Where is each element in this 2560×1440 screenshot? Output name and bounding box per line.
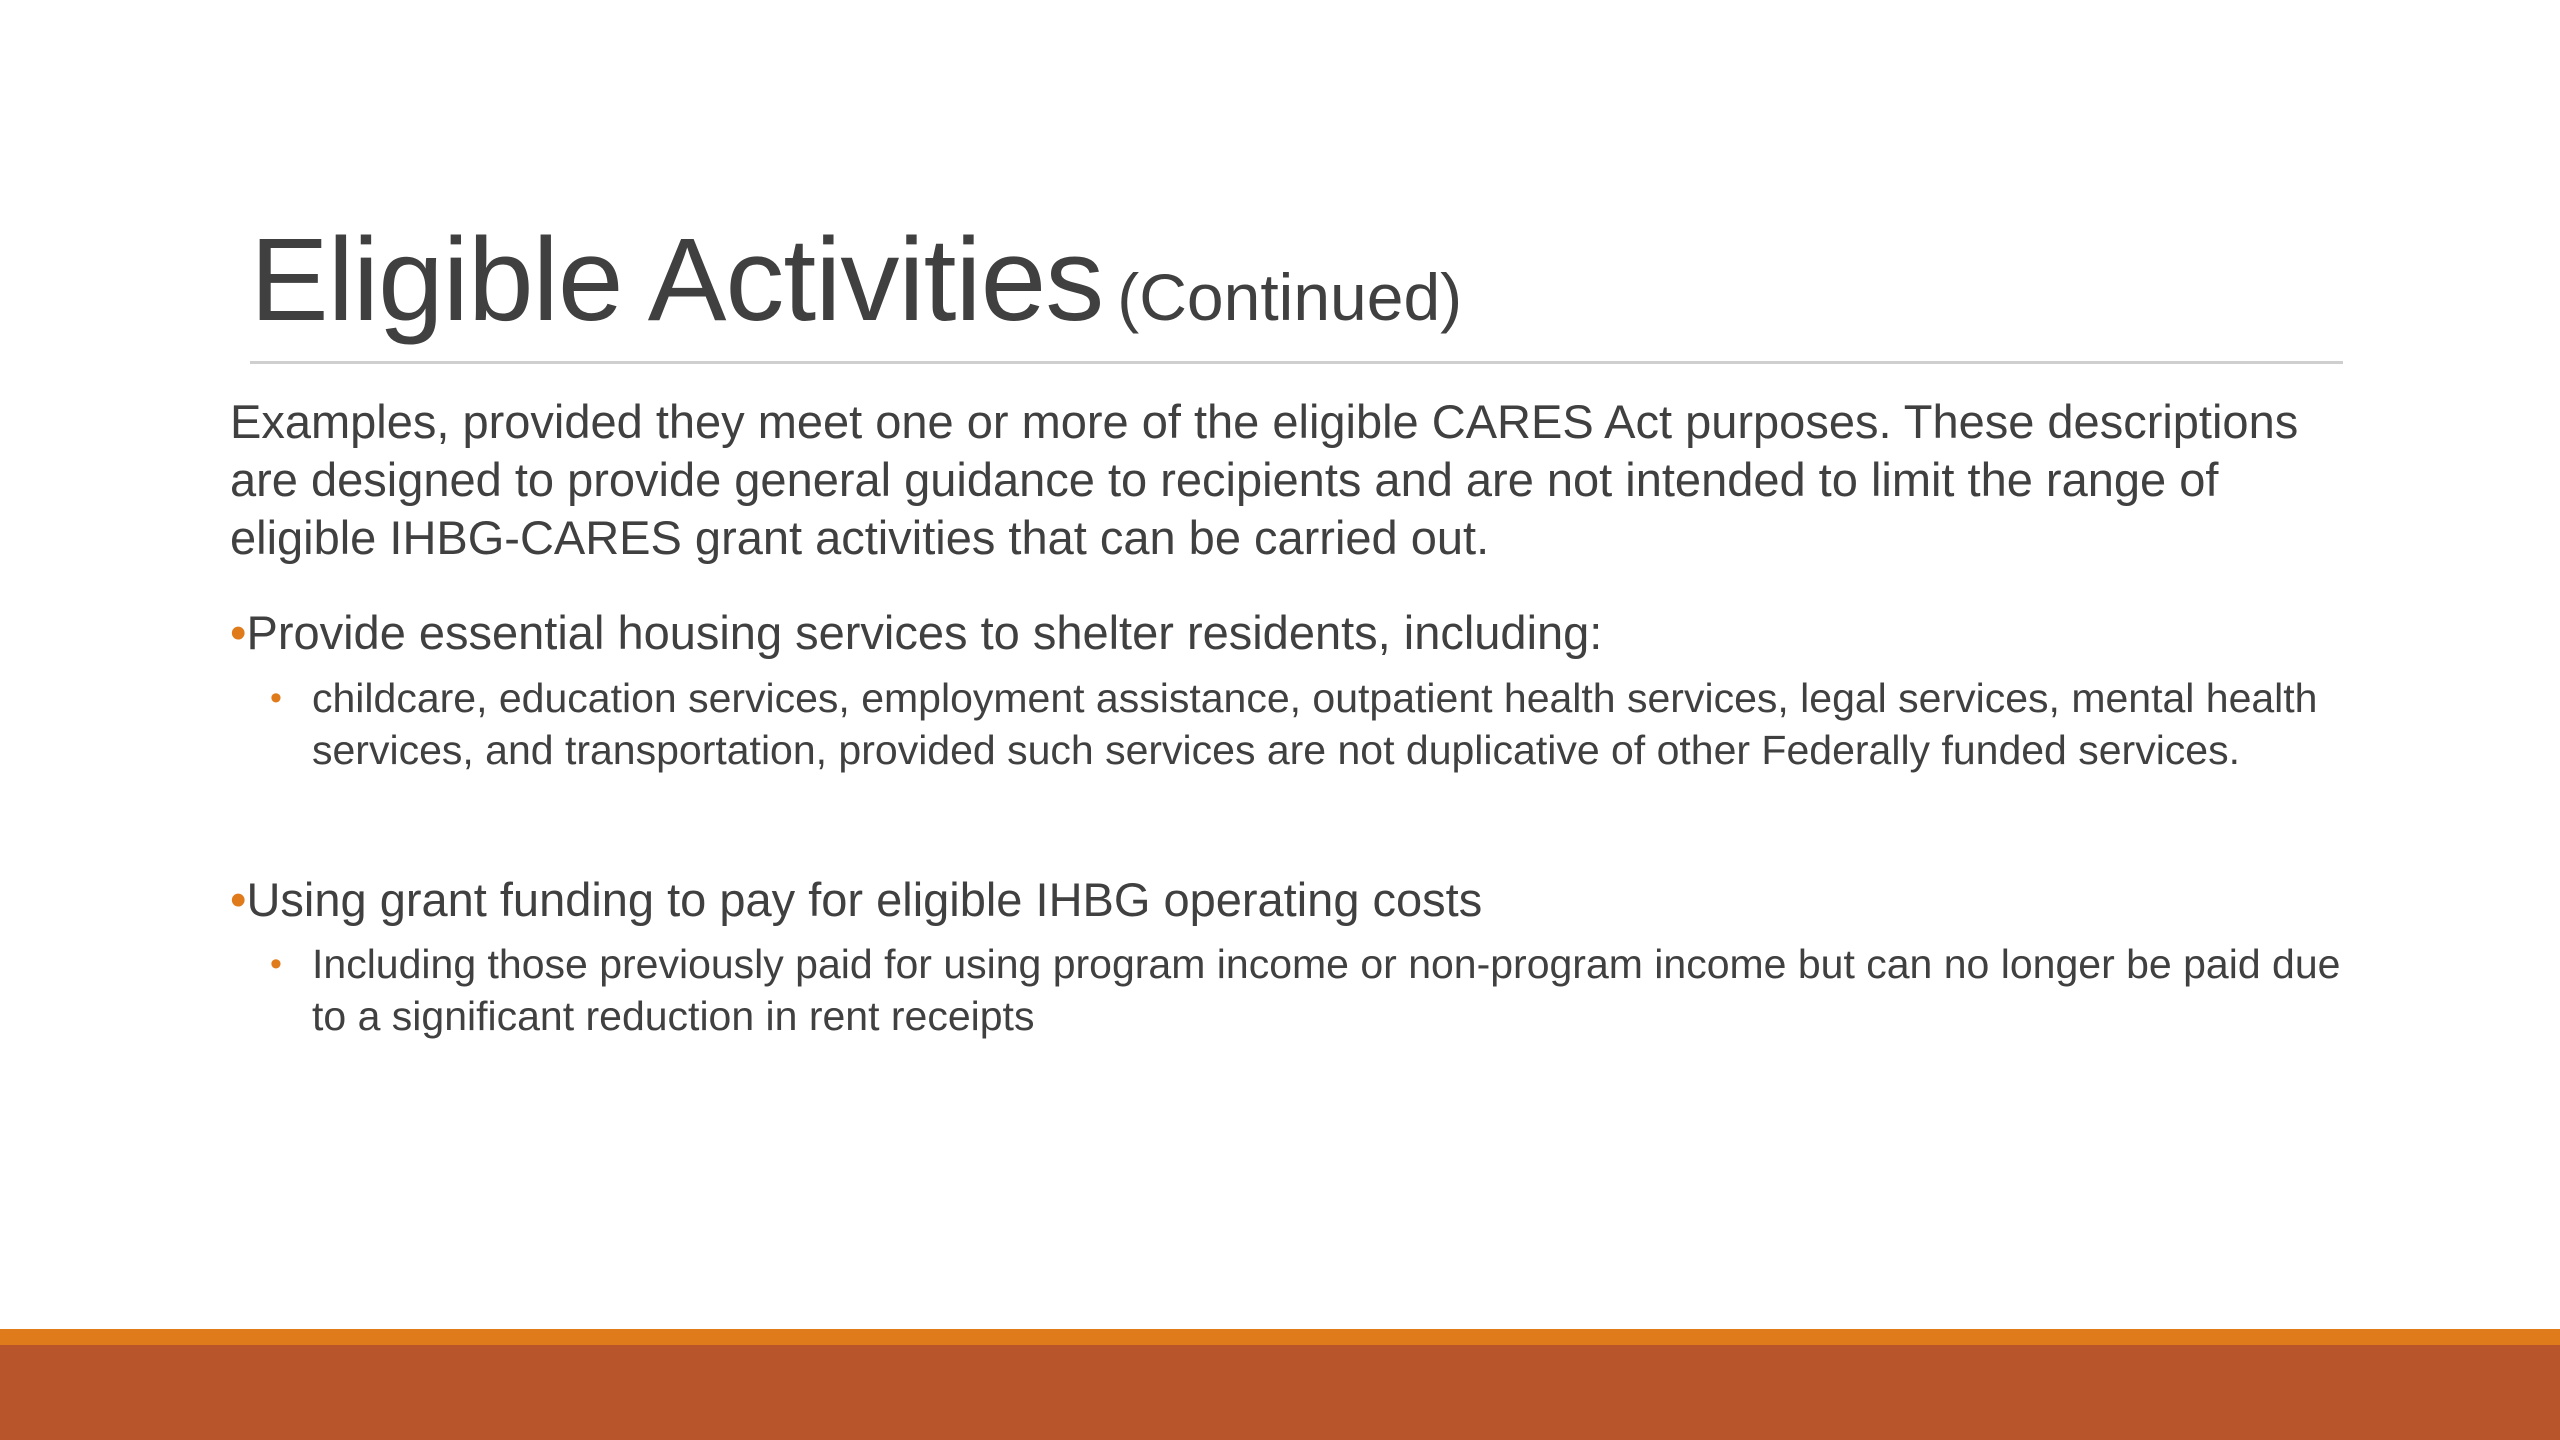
footer-accent-stripe xyxy=(0,1329,2560,1345)
bullet-text: Provide essential housing services to shelter residents, including: xyxy=(246,606,1603,659)
slide-title-suffix: (Continued) xyxy=(1117,260,1463,334)
slide-title-main: Eligible Activities xyxy=(250,214,1104,346)
bullet-marker: • xyxy=(230,606,247,659)
bullet-marker: • xyxy=(230,873,247,926)
slide-title xyxy=(250,210,1462,352)
sub-bullet-marker: • xyxy=(270,679,282,717)
title-divider xyxy=(250,361,2343,364)
sub-bullet-text: Including those previously paid for using program income or non-program income but can no longer be paid due to a significant reduction in rent receipts xyxy=(312,941,2341,1039)
bullet-level1-operating-costs xyxy=(230,871,2340,929)
bullet-level2-program-income xyxy=(270,938,2350,1042)
sub-bullet-marker: • xyxy=(270,945,282,983)
sub-bullet-text: childcare, education services, employment assistance, outpatient health services, legal services, mental health services, and transportation, provided such services are not duplicative of other Federally funded services. xyxy=(312,675,2318,773)
footer-bar xyxy=(0,1345,2560,1440)
bullet-text: Using grant funding to pay for eligible IHBG operating costs xyxy=(246,873,1483,926)
bullet-level2-services-list xyxy=(270,672,2350,776)
intro-paragraph: Examples, provided they meet one or more of the eligible CARES Act purposes. These descriptions are designed to provide general guidance to recipients and are not intended to limit the range of eligible IHBG-CARES grant activities that can be carried out. xyxy=(230,395,2299,564)
bullet-level1-housing-services xyxy=(230,604,2340,662)
